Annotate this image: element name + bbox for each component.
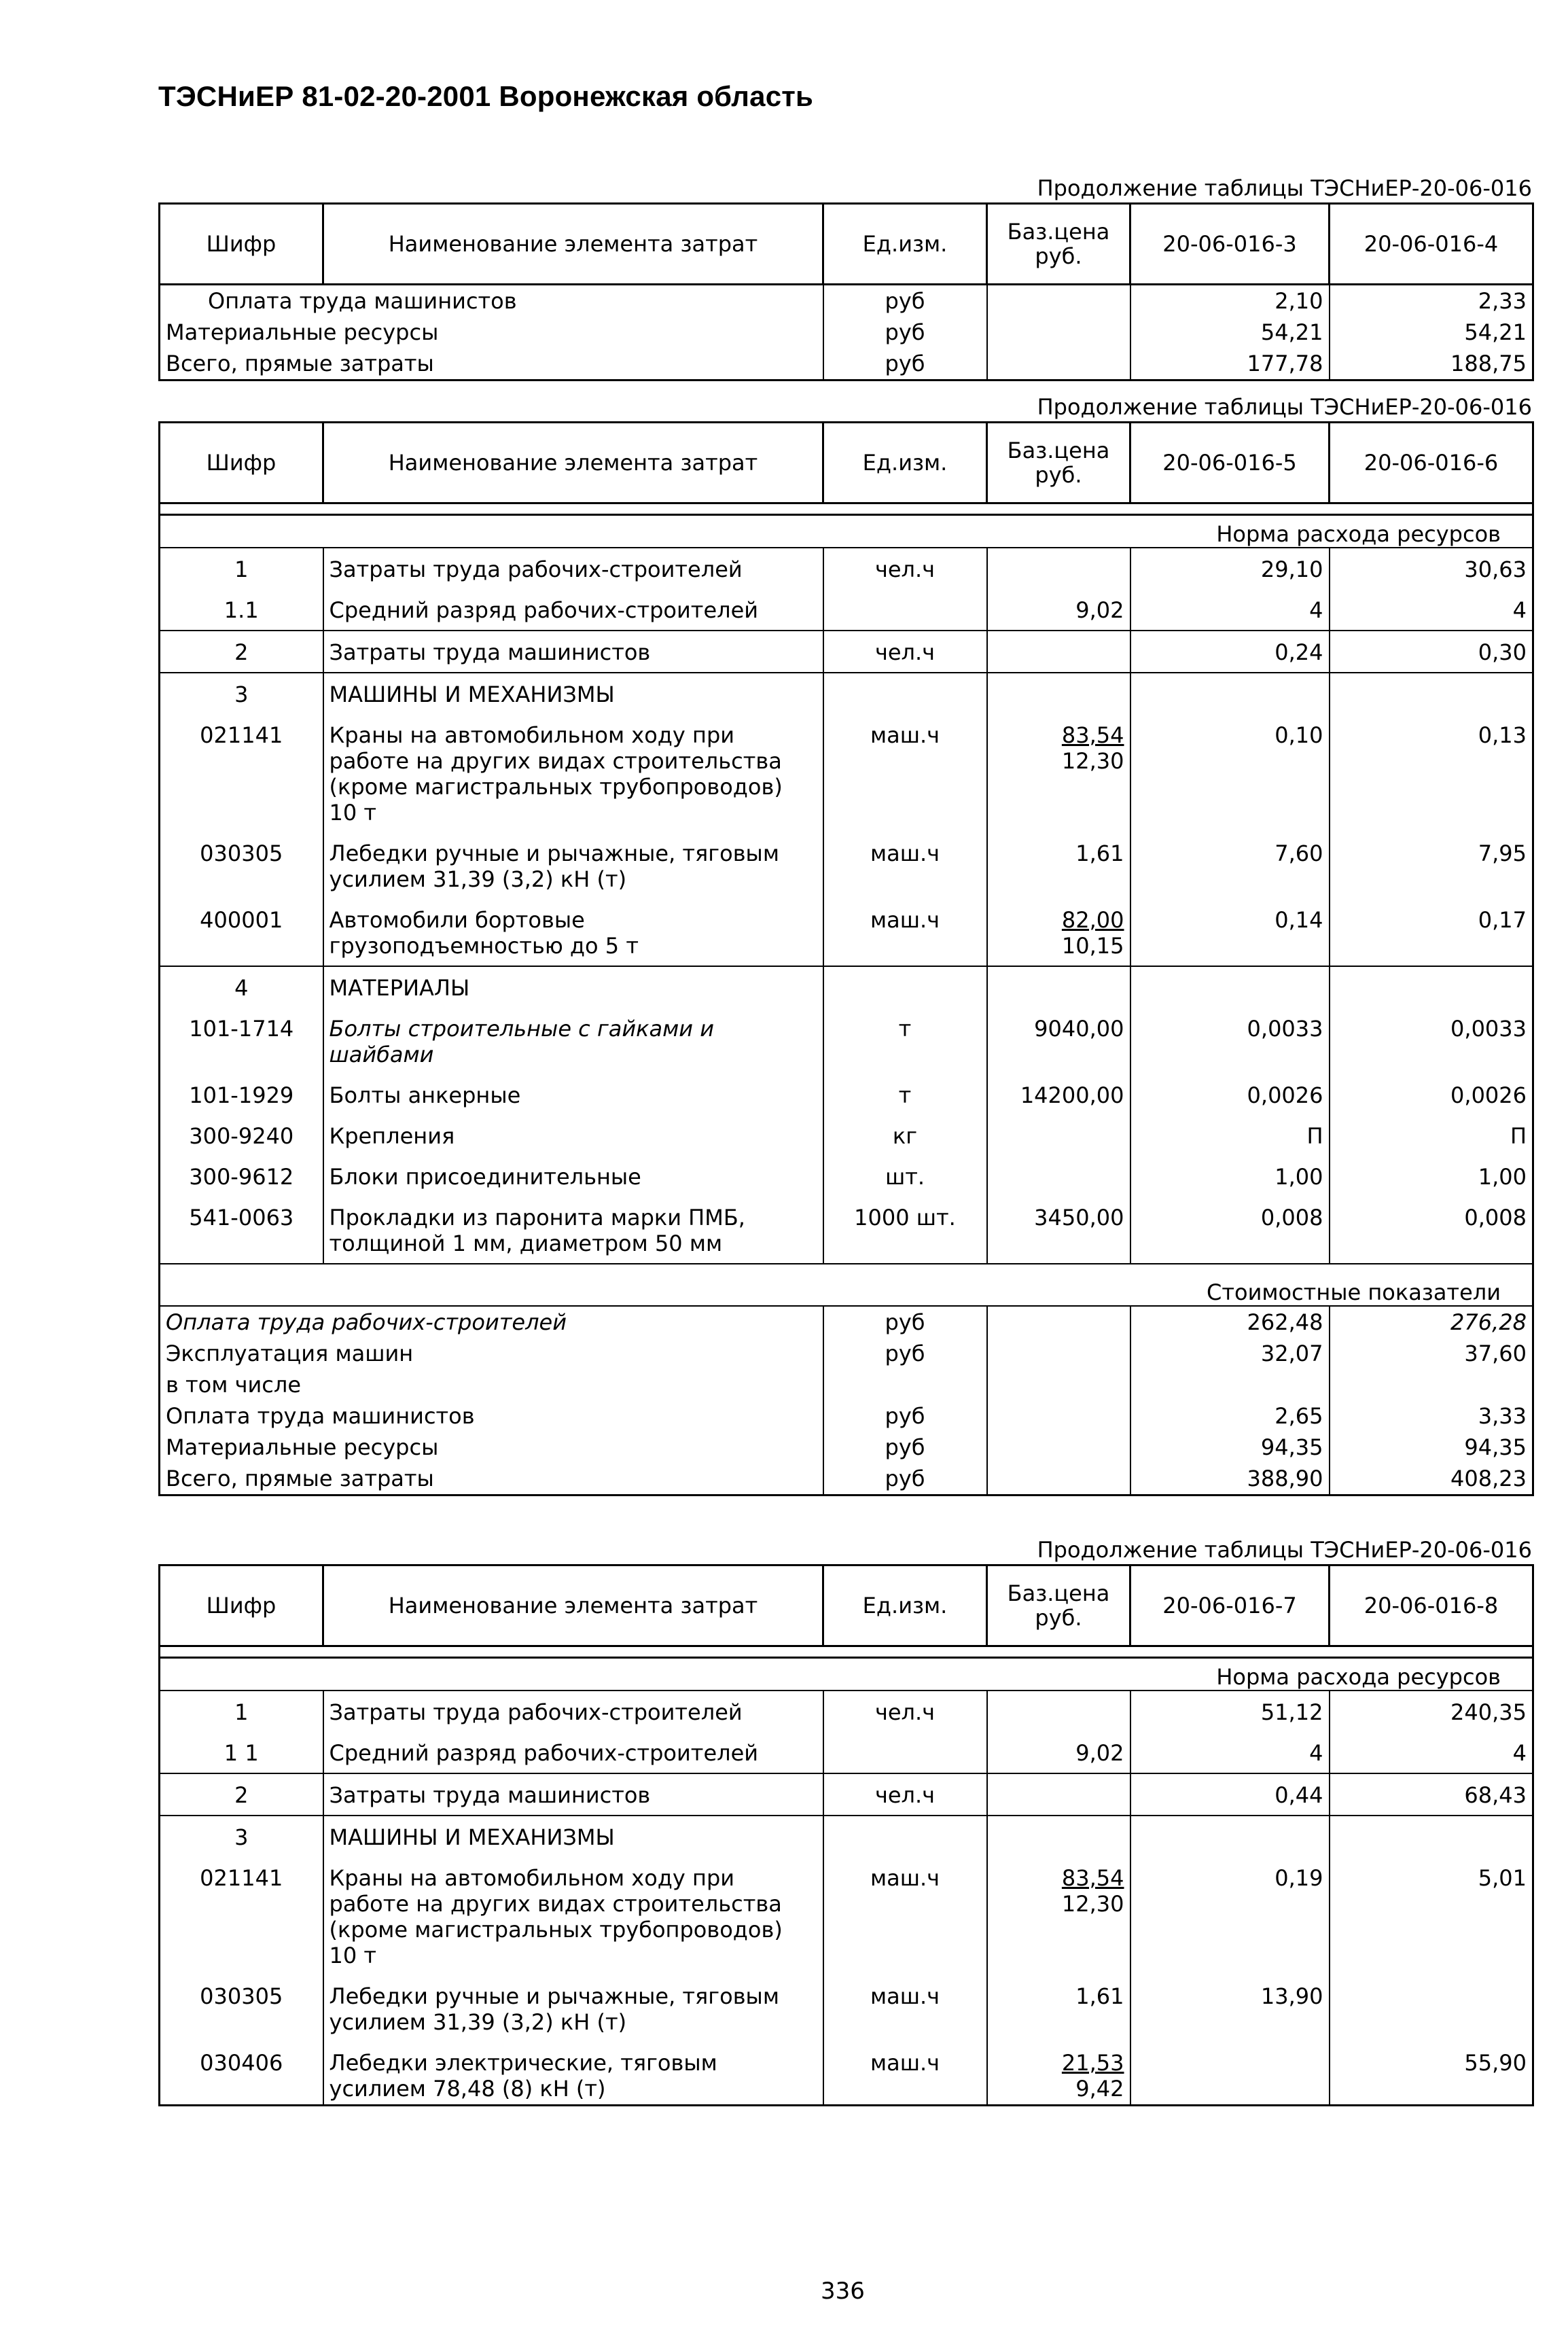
table-row: 2 Затраты труда машинистов чел.ч 0,44 68,43: [160, 1773, 1533, 1816]
header-price: Баз.цена руб.: [987, 1565, 1130, 1646]
table-row: 400001 Автомобили бортовые грузоподъемностью до 5 т маш.ч 82,00 10,15 0,14 0,17: [160, 899, 1533, 966]
norm-header: Норма расхода ресурсов: [160, 1658, 1533, 1691]
table-caption: Продолжение таблицы ТЭСНиЕР-20-06-016: [1037, 175, 1532, 201]
table-row: 101-1714 Болты строительные с гайками и шайбами т 9040,00 0,0033 0,0033: [160, 1008, 1533, 1074]
table-row: 030406 Лебедки электрические, тяговым усилием 78,48 (8) кН (т) маш.ч 21,53 9,42 55,90: [160, 2042, 1533, 2106]
summary-row: Материальные ресурсы руб 94,35 94,35: [160, 1432, 1533, 1463]
header-col-2: 20-06-016-8: [1330, 1565, 1533, 1646]
header-name: Наименование элемента затрат: [323, 423, 823, 503]
header-name: Наименование элемента затрат: [323, 1565, 823, 1646]
header-unit: Ед.изм.: [823, 1565, 987, 1646]
table-row: 300-9240 Крепления кг П П: [160, 1115, 1533, 1156]
estimate-table-1: [158, 202, 1534, 381]
table-row: 030305 Лебедки ручные и рычажные, тяговым усилием 31,39 (3,2) кН (т) маш.ч 1,61 7,60 7,95: [160, 832, 1533, 899]
document-title: ТЭСНиЕР 81-02-20-2001 Воронежская область: [158, 80, 814, 112]
summary-row: Всего, прямые затраты руб 388,90 408,23: [160, 1463, 1533, 1496]
header-unit: Ед.изм.: [823, 423, 987, 503]
page-number: 336: [821, 2278, 865, 2305]
table-caption: Продолжение таблицы ТЭСНиЕР-20-06-016: [1037, 1537, 1532, 1563]
header-col-2: 20-06-016-6: [1330, 423, 1533, 503]
header-name: Наименование элемента затрат: [323, 204, 823, 285]
summary-row: Оплата труда машинистов руб 2,65 3,33: [160, 1400, 1533, 1432]
table-row: 021141 Краны на автомобильном ходу при работе на других видах строительства (кроме магистральных трубопроводов) 10 т маш.ч 83,54 12,30 0,19 5,01: [160, 1857, 1533, 1975]
table-row: 030305 Лебедки ручные и рычажные, тяговым усилием 31,39 (3,2) кН (т) маш.ч 1,61 13,90: [160, 1975, 1533, 2042]
estimate-table-2: [158, 421, 1534, 1496]
header-unit: Ед.изм.: [823, 204, 987, 285]
table-row: Всего, прямые затраты руб 177,78 188,75: [160, 348, 1533, 381]
norm-header: Норма расхода ресурсов: [160, 515, 1533, 548]
table-row: 1 Затраты труда рабочих-строителей чел.ч 51,12 240,35: [160, 1691, 1533, 1732]
table-row: Оплата труда машинистов руб 2,10 2,33: [160, 285, 1533, 317]
header-col-2: 20-06-016-4: [1330, 204, 1533, 285]
table-row: Материальные ресурсы руб 54,21 54,21: [160, 317, 1533, 348]
cost-header: Стоимостные показатели: [160, 1274, 1533, 1306]
header-col-1: 20-06-016-5: [1130, 423, 1330, 503]
table-caption: Продолжение таблицы ТЭСНиЕР-20-06-016: [1037, 394, 1532, 420]
estimate-table-3: [158, 1564, 1534, 2106]
section-row: 3 МАШИНЫ И МЕХАНИЗМЫ: [160, 673, 1533, 714]
header-col-1: 20-06-016-7: [1130, 1565, 1330, 1646]
summary-row: Эксплуатация машин руб 32,07 37,60: [160, 1338, 1533, 1369]
header-col-1: 20-06-016-3: [1130, 204, 1330, 285]
section-row: 4 МАТЕРИАЛЫ: [160, 966, 1533, 1008]
header-price: Баз.цена руб.: [987, 204, 1130, 285]
section-row: 3 МАШИНЫ И МЕХАНИЗМЫ: [160, 1816, 1533, 1857]
table-row: 2 Затраты труда машинистов чел.ч 0,24 0,30: [160, 631, 1533, 673]
table-row: 101-1929 Болты анкерные т 14200,00 0,0026 0,0026: [160, 1074, 1533, 1115]
table-row: 300-9612 Блоки присоединительные шт. 1,00 1,00: [160, 1156, 1533, 1197]
header-code: Шифр: [160, 1565, 323, 1646]
header-code: Шифр: [160, 423, 323, 503]
header-price: Баз.цена руб.: [987, 423, 1130, 503]
table-row: 541-0063 Прокладки из паронита марки ПМБ, толщиной 1 мм, диаметром 50 мм 1000 шт. 3450,00 0,008 0,008: [160, 1197, 1533, 1264]
table-row: 021141 Краны на автомобильном ходу при работе на других видах строительства (кроме магистральных трубопроводов) 10 т маш.ч 83,54 12,30 0,10 0,13: [160, 714, 1533, 832]
header-code: Шифр: [160, 204, 323, 285]
summary-row: в том числе: [160, 1369, 1533, 1400]
table-row: 1 1 Средний разряд рабочих-строителей 9,02 4 4: [160, 1732, 1533, 1773]
summary-row: Оплата труда рабочих-строителей руб 262,48 276,28: [160, 1306, 1533, 1338]
table-row: 1.1 Средний разряд рабочих-строителей 9,02 4 4: [160, 589, 1533, 631]
table-row: 1 Затраты труда рабочих-строителей чел.ч 29,10 30,63: [160, 548, 1533, 589]
